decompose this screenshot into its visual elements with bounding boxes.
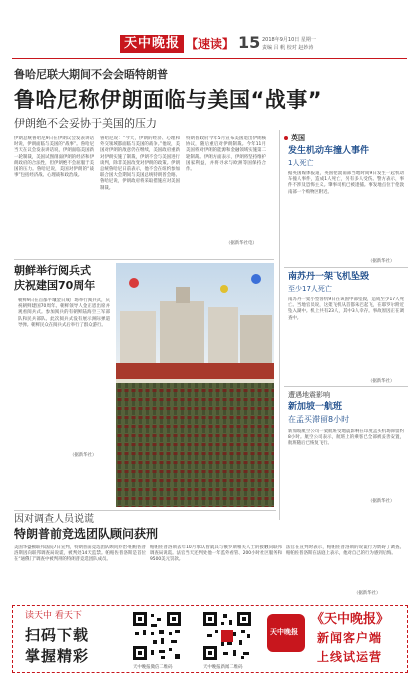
parade-body: 朝鲜9日在首都平壤金日成广场举行阅兵式，庆祝朝鲜建国70周年。朝鲜领导人金正恩出席并观看阅兵式。参加阅兵的有朝鲜陆海空三军部队和民兵部队。此次阅兵式没有展示洲际弹道导弹。朝鲜民众在阅兵式后举行了群众游行。 <box>18 298 110 328</box>
qr-code-2-icon[interactable] <box>201 610 253 662</box>
ad-banner <box>12 605 408 673</box>
sidebar-body-2: 南苏丹一架小型客机9日在该国中部坠毁，造成至少17人死亡。当地官员说，这架飞机从首都朱巴起飞，在耶罗尔附近坠入湖中。机上共有23人，其中3人幸存。事故原因正在调查中。 <box>288 297 404 321</box>
masthead-rule <box>12 58 407 59</box>
parade-top-rule <box>14 259 274 260</box>
qr-code-1-graphic <box>131 610 183 662</box>
sidebar-country <box>284 134 305 143</box>
parade-headline-1: 朝鲜举行阅兵式 <box>14 264 91 277</box>
bottom-kicker: 因对调查人员说谎 <box>14 514 94 525</box>
masthead-logo: 天中晚报 <box>124 36 181 51</box>
parade-photo-drawing <box>116 263 274 507</box>
sidebar-headline-3: 新加坡一航班 <box>288 402 343 412</box>
sidebar-kicker-3: 遭遇地震影响 <box>288 391 330 399</box>
sidebar-body-3: 新加坡航空公司一架航班受地震影响在印度孟买机场滞留约8小时。航空公司表示，航班上的乘客已全部被妥善安置，航班随后已恢复飞行。 <box>288 429 404 447</box>
app-badge-label: 天中晚报 <box>270 628 298 636</box>
masthead-editors: 责编 吕 帆 校对 赵妙涛 <box>262 45 314 51</box>
ad-right-title: 《天中晚报》 <box>311 612 390 627</box>
qr-caption-2: 天中晚报新闻二维码 <box>203 665 243 670</box>
lead-headline: 鲁哈尼称伊朗面临与美国“战事” <box>14 88 323 112</box>
bottom-headline: 特朗普前竞选团队顾问获刑 <box>14 527 159 541</box>
bottom-body-col1: 美国华盛顿联邦法院7日宣判，特朗普前竞选团队顾问乔治·帕帕佐普洛斯因向联邦调查局说谎，被判处14天监禁。帕帕佐普洛斯是首位在“通俄门”调查中被判刑的特朗普竞选团队成员。 <box>14 545 146 563</box>
ad-left-kicker: 读天中 看天下 <box>25 611 82 621</box>
ad-right-line2: 新闻客户端 <box>317 631 383 645</box>
sidebar-divider-1 <box>284 267 408 268</box>
parade-credit: （据新华社） <box>70 453 97 458</box>
bottom-story-top-rule <box>14 510 276 511</box>
parade-headline-2: 庆祝建国70周年 <box>14 279 96 292</box>
parade-photo <box>116 263 274 507</box>
ad-left-line1: 扫码下载 <box>25 626 90 644</box>
qr-code-1-icon[interactable] <box>131 610 183 662</box>
lead-subhead: 伊朗绝不会妥协于美国的压力 <box>14 117 157 130</box>
app-badge[interactable] <box>267 614 305 652</box>
lead-credit: （据新华社电） <box>226 241 257 246</box>
column-divider <box>279 130 280 520</box>
masthead <box>0 0 415 60</box>
lead-body-col3: 特朗普政府今年5月宣布美国退出伊朗核协议，随后重启对伊朗制裁。今年11月美国将对伊朗的能源和金融领域实施第二轮制裁。伊朗方面表示，伊朗将坚持维护国家利益，并将寻求与欧洲等国保持合作。 <box>186 136 266 173</box>
sidebar <box>284 130 408 510</box>
sidebar-country-label: 英国 <box>291 134 305 142</box>
qr-center-badge <box>221 630 233 642</box>
bottom-body-col2: 帕帕佐普洛斯去年10月承认曾就其与俄罗斯相关人士的接触向联邦调查局说谎。法官当天还判处他一年监外看管、200小时社区服务和9500美元罚款。 <box>150 545 282 563</box>
masthead-date: 2018年9月10日 星期一 <box>262 37 316 43</box>
sidebar-divider-2 <box>284 386 408 387</box>
sidebar-sub-3: 在孟买滞留8小时 <box>288 415 350 424</box>
page-number: 15 <box>238 33 261 52</box>
masthead-logo-block <box>120 35 184 53</box>
qr-caption-1: 天中晚报微信二维码 <box>133 665 173 670</box>
masthead-section: 【速读】 <box>186 37 235 51</box>
sidebar-sub-2: 至少17人死亡 <box>288 285 332 293</box>
lead-body-col2: 鲁哈尼说：“今天，伊朗的经济、心理和外交领域都面临与美国的战争。”他说，美国对伊朗的敌意仍在继续，美国政府重新对伊朗实施了制裁，伊朗不会与美国进行谈判，除非美国改变对伊朗的政策。伊朗总统鲁哈尼日前表示，他不会在纽约参加联合国大会期间与美国总统特朗普会晤。鲁哈尼说，伊朗政府将采取措施应对美国制裁。 <box>100 136 180 191</box>
ad-left-line2: 掌握精彩 <box>25 647 90 665</box>
bullet-icon <box>284 136 288 140</box>
sidebar-credit-3: （据新华社） <box>368 499 395 504</box>
bottom-body-col3: 法官在宣判时表示，帕帕佐普洛斯的说谎行为妨碍了调查。帕帕佐普洛斯在法庭上表示，他对自己的行为感到后悔。 <box>286 545 404 557</box>
ad-right-line3: 上线试运营 <box>317 650 383 664</box>
sidebar-headline-2: 南苏丹一架飞机坠毁 <box>288 272 370 282</box>
bottom-credit: （据新华社） <box>354 591 381 596</box>
sidebar-body-1: 据英国媒体报道，英国伦敦南部当地时间9日发生一起机动车撞人事件，造成1人死亡，另有多人受伤。警方表示，事件不涉及恐怖主义。肇事司机已被逮捕。事发地点位于伦敦南部一个购物区附近。 <box>288 171 404 195</box>
sidebar-sub-1: 1人死亡 <box>288 159 314 167</box>
sidebar-credit-1: （据新华社） <box>368 259 395 264</box>
lead-body-col1: 伊朗总统鲁哈尼9日在伊朗议会发表讲话时说，伊朗面临与美国的“战事”。鲁哈尼当天在议会发表讲话说，伊朗面临美国新一轮制裁，美国试图削弱伊朗的经济和伊朗政府的合法性，但伊朗绝不会屈服于美国的压力。鲁哈尼说，美国对伊朗的“战事”包括经济战、心理战和政治战。 <box>14 136 94 179</box>
sidebar-headline-1: 发生机动车撞人事件 <box>288 146 370 156</box>
lead-kicker: 鲁哈尼联大期间不会会晤特朗普 <box>14 68 168 81</box>
sidebar-credit-2: （据新华社） <box>368 379 395 384</box>
